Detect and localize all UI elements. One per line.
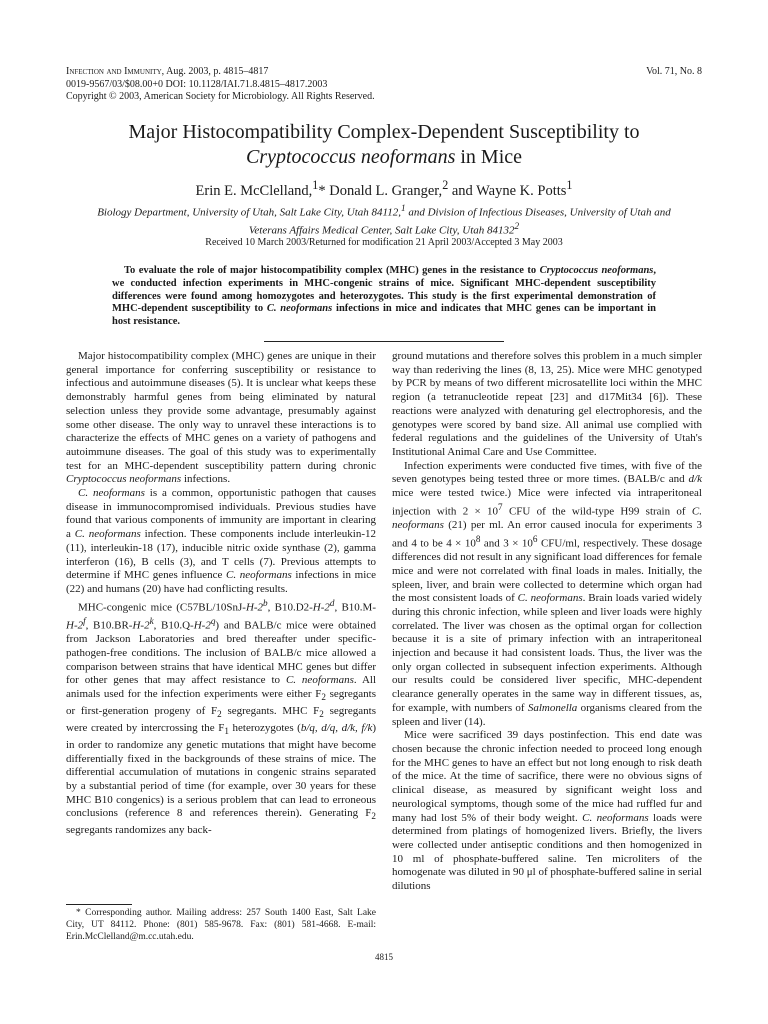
subscript: 2	[371, 811, 376, 822]
gene: H-2	[312, 601, 330, 614]
haplotype: q	[210, 616, 216, 627]
subscript: 2	[319, 709, 324, 720]
paragraph	[66, 350, 376, 487]
organism: C. neoformans	[74, 528, 141, 541]
text: , B10.D2-	[267, 601, 313, 614]
running-header	[66, 66, 702, 104]
received-dates: Received 10 March 2003/Returned for modification 21 April 2003/Accepted 3 May 2003	[205, 237, 563, 248]
text: infections in mice (22) and humans (20) have had conflicting results.	[66, 569, 377, 595]
subscript: 2	[321, 692, 326, 703]
abstract-divider	[264, 341, 504, 342]
text: is a common, opportunistic pathogen that causes disease in immunocompromised individuals. Previous studies have found that various components of immunity are important in clearing a	[66, 487, 377, 541]
subscript: 2	[217, 709, 222, 720]
author-list	[40, 176, 728, 200]
corresponding-author-footnote: * Corresponding author. Mailing address: 257 South 1400 East, Salt Lake City, UT 84112. Phone: (801) 585-9678. Fax: (801) 581-4668. E-mail: Erin.McClelland@m.cc.utah.edu.	[66, 908, 376, 942]
text: heterozygotes (	[228, 721, 301, 734]
journal-name: Infection and Immunity	[66, 66, 162, 77]
text: segregants were created by intercrossing the F	[66, 705, 376, 734]
paragraph	[392, 460, 702, 730]
journal-citation-line	[66, 66, 702, 79]
organism: C. neoformans	[517, 592, 583, 605]
author-2-affil: 2	[442, 178, 449, 192]
affiliation-2-mark: 2	[514, 221, 520, 232]
text: Mice were sacrificed 39 days postinfection. This end date was chosen because the chronic infection needed to proceed long enough for the MHC genes to have an effect but not long enough to risk death of the mice. At the time of sacrifice, there were no obvious signs of clinical disease, as measured by significant weight loss and neurological symptoms, though some of the mice had ruffled fur and many had lost 5% of their body weight.	[392, 729, 702, 824]
affiliations	[84, 202, 684, 238]
haplotype: b	[263, 597, 268, 608]
affiliation-1-mark: 1	[401, 203, 406, 213]
exponent: 7	[498, 501, 503, 512]
left-column	[66, 350, 376, 838]
text: and 3 × 10	[480, 537, 533, 550]
text: ground mutations and therefore solves this problem in a much simpler way than rederiving the lines (8, 13, 25). Mice were MHC genotyped by PCR by means of two different microsatellite loci within the MHC region (a tetranucleotide repeat [23] and d17Mit34 [6]). These reactions were analyzed with denaturing gel electrophoresis, and the genotypes were scored by band size. All animal use complied with federal regulations and the guidelines of the University of Utah's Institutional Animal Care and Use Committee.	[392, 350, 702, 458]
gene: H-2	[245, 601, 264, 614]
corresponding-mark: *	[318, 182, 326, 199]
text: ) in order to randomize any genetic mutations that might have become differentially fixed in the backgrounds of these strains of mice. The differential accumulation of mutations in congenic strains separated by a substantial period of time (for example, over 30 years for these MHC B10 congenics) is a serious problem that can lead to erroneous conclusions (reference 8 and references therein). Generating F	[66, 721, 377, 820]
author-3-affil: 1	[566, 178, 573, 192]
organism: C. neoformans	[582, 811, 649, 824]
abstract-text: infections in mice and indicates that MHC genes can be important in host resistance.	[112, 303, 656, 328]
text: segregants. MHC F	[221, 705, 320, 718]
text: segregants randomizes any back-	[66, 824, 212, 837]
copyright-line: Copyright © 2003, American Society for Microbiology. All Rights Reserved.	[66, 91, 375, 102]
organism: C. neoformans	[78, 487, 145, 500]
paragraph	[392, 350, 702, 460]
abstract-organism: C. neoformans	[266, 303, 333, 315]
gene: H-2	[193, 619, 211, 632]
doi-line: 0019-9567/03/$08.00+0 DOI: 10.1128/IAI.71.8.4815–4817.2003	[66, 78, 328, 90]
abstract-organism: Cryptococcus neoformans	[539, 265, 654, 276]
text: loads were determined from platings of homogenized livers. Briefly, the livers were collected under antiseptic conditions and then homogenized in 10 ml of phosphate-buffered saline. Ten microliters of the homogenate was diluted in 90 μl of phosphate-buffered saline in serial dilutions	[392, 811, 703, 893]
page-number: 4815	[375, 952, 393, 962]
text: . Brain loads varied widely during this chronic infection, while spleen and liver loads were highly correlated. The liver was chosen as the optimal organ for collection because it is a site of primary infection with an intraperitoneal injection and because it had consistent loads. Thus, the liver was the only organ collected in subsequent infection experiments. Although our results could be considered liver specific, MHC-dependent clearance generally operates in the same way in different tissues, as, for example, with numbers of	[392, 592, 702, 714]
subscript: 1	[224, 726, 229, 737]
organism: C. neoformans	[226, 569, 292, 582]
footnote-divider	[66, 904, 132, 905]
text: organisms cleared from the spleen and liver (14).	[392, 701, 702, 728]
exponent: 6	[532, 533, 538, 544]
abstract-text: To evaluate the role of major histocompatibility complex (MHC) genes in the resistance to	[124, 265, 540, 276]
gene: H-2	[132, 619, 150, 632]
text: infections.	[181, 473, 231, 486]
paragraph	[392, 729, 702, 893]
text: infection. These components include interleukin-12 (11), interleukin-18 (17), inducible nitric oxide synthase (2), gamma interferon (16), B cells (3), and T cells (7). Previous attempts to determine if MHC genes influence	[66, 528, 377, 582]
text: , B10.M-	[334, 601, 376, 614]
haplotype: d	[329, 597, 335, 608]
volume-number: Vol. 71, No. 8	[646, 66, 702, 77]
author-1: Erin E. McClelland,	[195, 182, 313, 199]
title-suffix: in Mice	[455, 146, 523, 168]
author-3: and Wayne K. Potts	[448, 182, 567, 199]
text: CFU of the wild-type H99 strain of	[502, 505, 692, 518]
text: , B10.Q-	[153, 619, 194, 632]
organism: C. neoformans	[392, 505, 703, 532]
text: mice were tested twice.) Mice were infected via intraperitoneal injection with 2 × 10	[392, 487, 702, 518]
text: (21) per ml. An error caused inocula for experiments 3 and 4 to be 4 × 10	[392, 519, 702, 550]
text: segregants or first-generation progeny of F	[66, 688, 376, 718]
organism: C. neoformans	[285, 674, 354, 687]
exponent: 8	[475, 533, 481, 544]
citation-text: , Aug. 2003, p. 4815–4817	[161, 66, 269, 77]
affiliation-2: and Division of Infectious Diseases, University of Utah and Veterans Affairs Medical Center, Salt Lake City, Utah 84132	[248, 206, 671, 237]
text: Major histocompatibility complex (MHC) genes are unique in their general importance for conferring susceptibility or resistance to infectious and autoimmune diseases (5). It is unclear what keeps these demonstrably harmful genes from being eliminated by natural selection unless they provide some advantage, presumably against some other disease. The only way to unravel these interactions is to characterize the effects of MHC genes on a variety of pathogens and autoimmune diseases. The goal of this study was to experimentally test for an MHC-dependent susceptibility pattern during chronic	[66, 350, 376, 472]
paragraph	[66, 487, 376, 597]
gene: H-2	[66, 619, 84, 632]
article-title	[40, 120, 728, 170]
haplotype: k	[149, 616, 154, 627]
organism: Cryptococcus neoformans	[66, 473, 182, 486]
text: CFU/ml, respectively. These dosage differences did not result in any significant load differences for female mice and were not correlated with final loads in males. Initially, the spleen, liver, and brain were collected to determine which organ had the most consistent loads of	[392, 537, 702, 605]
text: . All animals used for the infection experiments were either F	[66, 674, 376, 701]
abstract-text: , we conducted infection experiments in MHC-congenic strains of mice. Significant MHC-dependent susceptibility differences were found among homozygotes and heterozygotes. This study is the first experimental demonstration of MHC-dependent susceptibility to	[112, 265, 657, 315]
genotypes: b/q, d/q, d/k, f/k	[300, 721, 373, 734]
genotype: d/k	[688, 473, 702, 486]
paragraph	[66, 597, 376, 838]
right-column	[392, 350, 702, 894]
affiliation-1: Biology Department, University of Utah, Salt Lake City, Utah 84112,	[97, 206, 401, 219]
abstract	[112, 265, 656, 329]
author-1-affil: 1	[312, 178, 319, 192]
title-organism: Cryptococcus neoformans	[245, 146, 456, 168]
text: Infection experiments were conducted five times, with five of the seven genotypes being tested three or more times. (BALB/c and	[392, 459, 702, 486]
title-line-2	[40, 145, 728, 170]
organism: Salmonella	[527, 701, 578, 714]
haplotype: f	[83, 616, 86, 627]
text: ) and BALB/c mice were obtained from Jackson Laboratories and bred thereafter under specific-pathogen-free conditions. The inclusion of BALB/c mice allowed a comparison between strains that have identical MHC genes but differ for other genes that may affect resistance to	[66, 619, 376, 687]
title-line-1: Major Histocompatibility Complex-Dependent Susceptibility to	[128, 121, 640, 143]
author-2: Donald L. Granger,	[325, 182, 443, 199]
text: , B10.BR-	[85, 619, 133, 632]
text: MHC-congenic mice (C57BL/10SnJ-	[78, 601, 246, 614]
